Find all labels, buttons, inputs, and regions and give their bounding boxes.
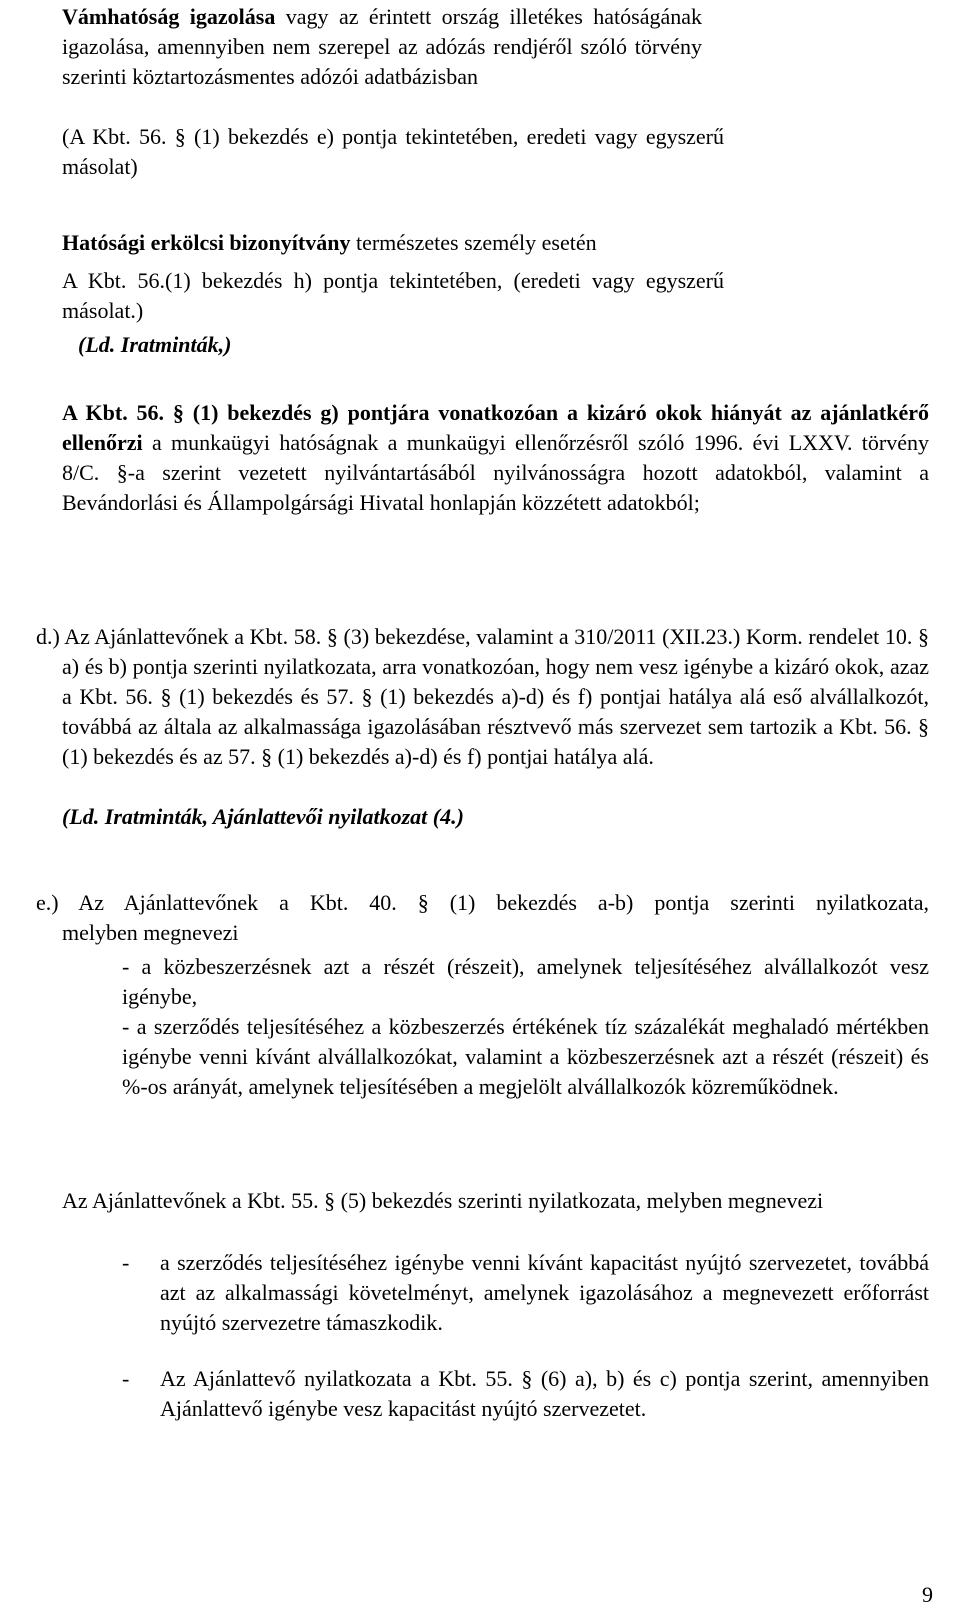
term-exclusion-check: A Kbt. 56. § (1) bekezdés g) pontjára vonatkozóan a kizáró okok hiányát az ajánlatkérő ellenőrzi (62, 400, 929, 455)
paragraph-criminal-record (62, 228, 762, 258)
paragraph-customs-certificate (62, 2, 702, 92)
list-item-subcontractors-over-ten-percent: - a szerződés teljesítéséhez a közbeszerzés értékének tíz százalékát meghaladó mértékben igénybe venni kívánt alvállalkozókat, valamint a közbeszerzésnek azt a részét (részeit) és %-os arányát, amelynek teljesítésében a megjelölt alvállalkozók közreműködnek. (122, 1014, 929, 1099)
list-item-capacity-provider (122, 1248, 929, 1338)
reference-56-1-e: (A Kbt. 56. § (1) bekezdés e) pontja tekintetében, eredeti vagy egyszerű másolat) (62, 124, 724, 179)
note-templates: (Ld. Iratminták,) (78, 332, 232, 357)
list-item-text: a szerződés teljesítéséhez igénybe venni kívánt kapacitást nyújtó szervezetet, továbbá azt az alkalmassági követelményt, amelynek igazolásához a megnevezett erőforrást nyújtó szervezetre támaszkodik. (160, 1250, 929, 1335)
list-item-capacity-statement (122, 1364, 929, 1424)
note-templates-declaration: (Ld. Iratminták, Ajánlattevői nyilatkozat (4.) (62, 804, 464, 829)
list-bullet-dash: - (122, 1366, 130, 1391)
paragraph-e-declaration-line2: melyben megnevezi (62, 920, 239, 945)
page-number: 9 (922, 1582, 933, 1607)
term-criminal-record: Hatósági erkölcsi bizonyítvány (62, 230, 351, 255)
list-bullet-dash: - (122, 1250, 130, 1275)
paragraph-text: a munkaügyi hatóságnak a munkaügyi ellenőrzésről szóló 1996. évi LXXV. törvény 8/C. §-a szerint vezetett nyilvántartásából nyilvánosságra hozott adatokból, valamint a Bevándorlási és Állampolgársági Hivatal honlapján közzétett adatokból; (62, 430, 929, 515)
paragraph-text: vagy az érintett ország illetékes hatóságának igazolása, amennyiben nem szerepel az adózás rendjéről szóló törvény szerinti köztartozásmentes adózói adatbázisban (62, 4, 702, 89)
paragraph-exclusion-check (62, 398, 929, 518)
list-item-text: Az Ajánlattevő nyilatkozata a Kbt. 55. § (6) a), b) és c) pontja szerint, amennyiben Ajánlattevő igénybe vesz kapacitást nyújtó szervezetet. (160, 1366, 929, 1421)
paragraph-capacity-declaration: Az Ajánlattevőnek a Kbt. 55. § (5) bekezdés szerinti nyilatkozata, melyben megnevezi (62, 1188, 824, 1213)
paragraph-d-declaration: d.) Az Ajánlattevőnek a Kbt. 58. § (3) bekezdése, valamint a 310/2011 (XII.23.) Korm. rendelet 10. § a) és b) pontja szerinti nyilatkozata, arra vonatkozóan, hogy nem vesz igénybe a kizáró okok, azaz a Kbt. 56. § (1) bekezdés és 57. § (1) bekezdés a)-d) és f) pontjai hatálya alá eső alvállalkozót, továbbá az általa az alkalmassága igazolásában résztvevő más szervezet sem tartozik a Kbt. 56. § (1) bekezdés és az 57. § (1) bekezdés a)-d) és f) pontjai hatálya alá. (36, 624, 929, 769)
term-customs-certificate: Vámhatóság igazolása (62, 4, 276, 29)
paragraph-e-declaration-line1: e.) Az Ajánlattevőnek a Kbt. 40. § (1) bekezdés a-b) pontja szerinti nyilatkozata, (36, 890, 929, 915)
list-item-subcontractor-part: - a közbeszerzésnek azt a részét (részeit), amelynek teljesítéséhez alvállalkozót vesz igénybe, (122, 954, 929, 1009)
paragraph-text: természetes személy esetén (350, 230, 597, 255)
reference-56-1-h: A Kbt. 56.(1) bekezdés h) pontja tekintetében, (eredeti vagy egyszerű másolat.) (62, 268, 724, 323)
